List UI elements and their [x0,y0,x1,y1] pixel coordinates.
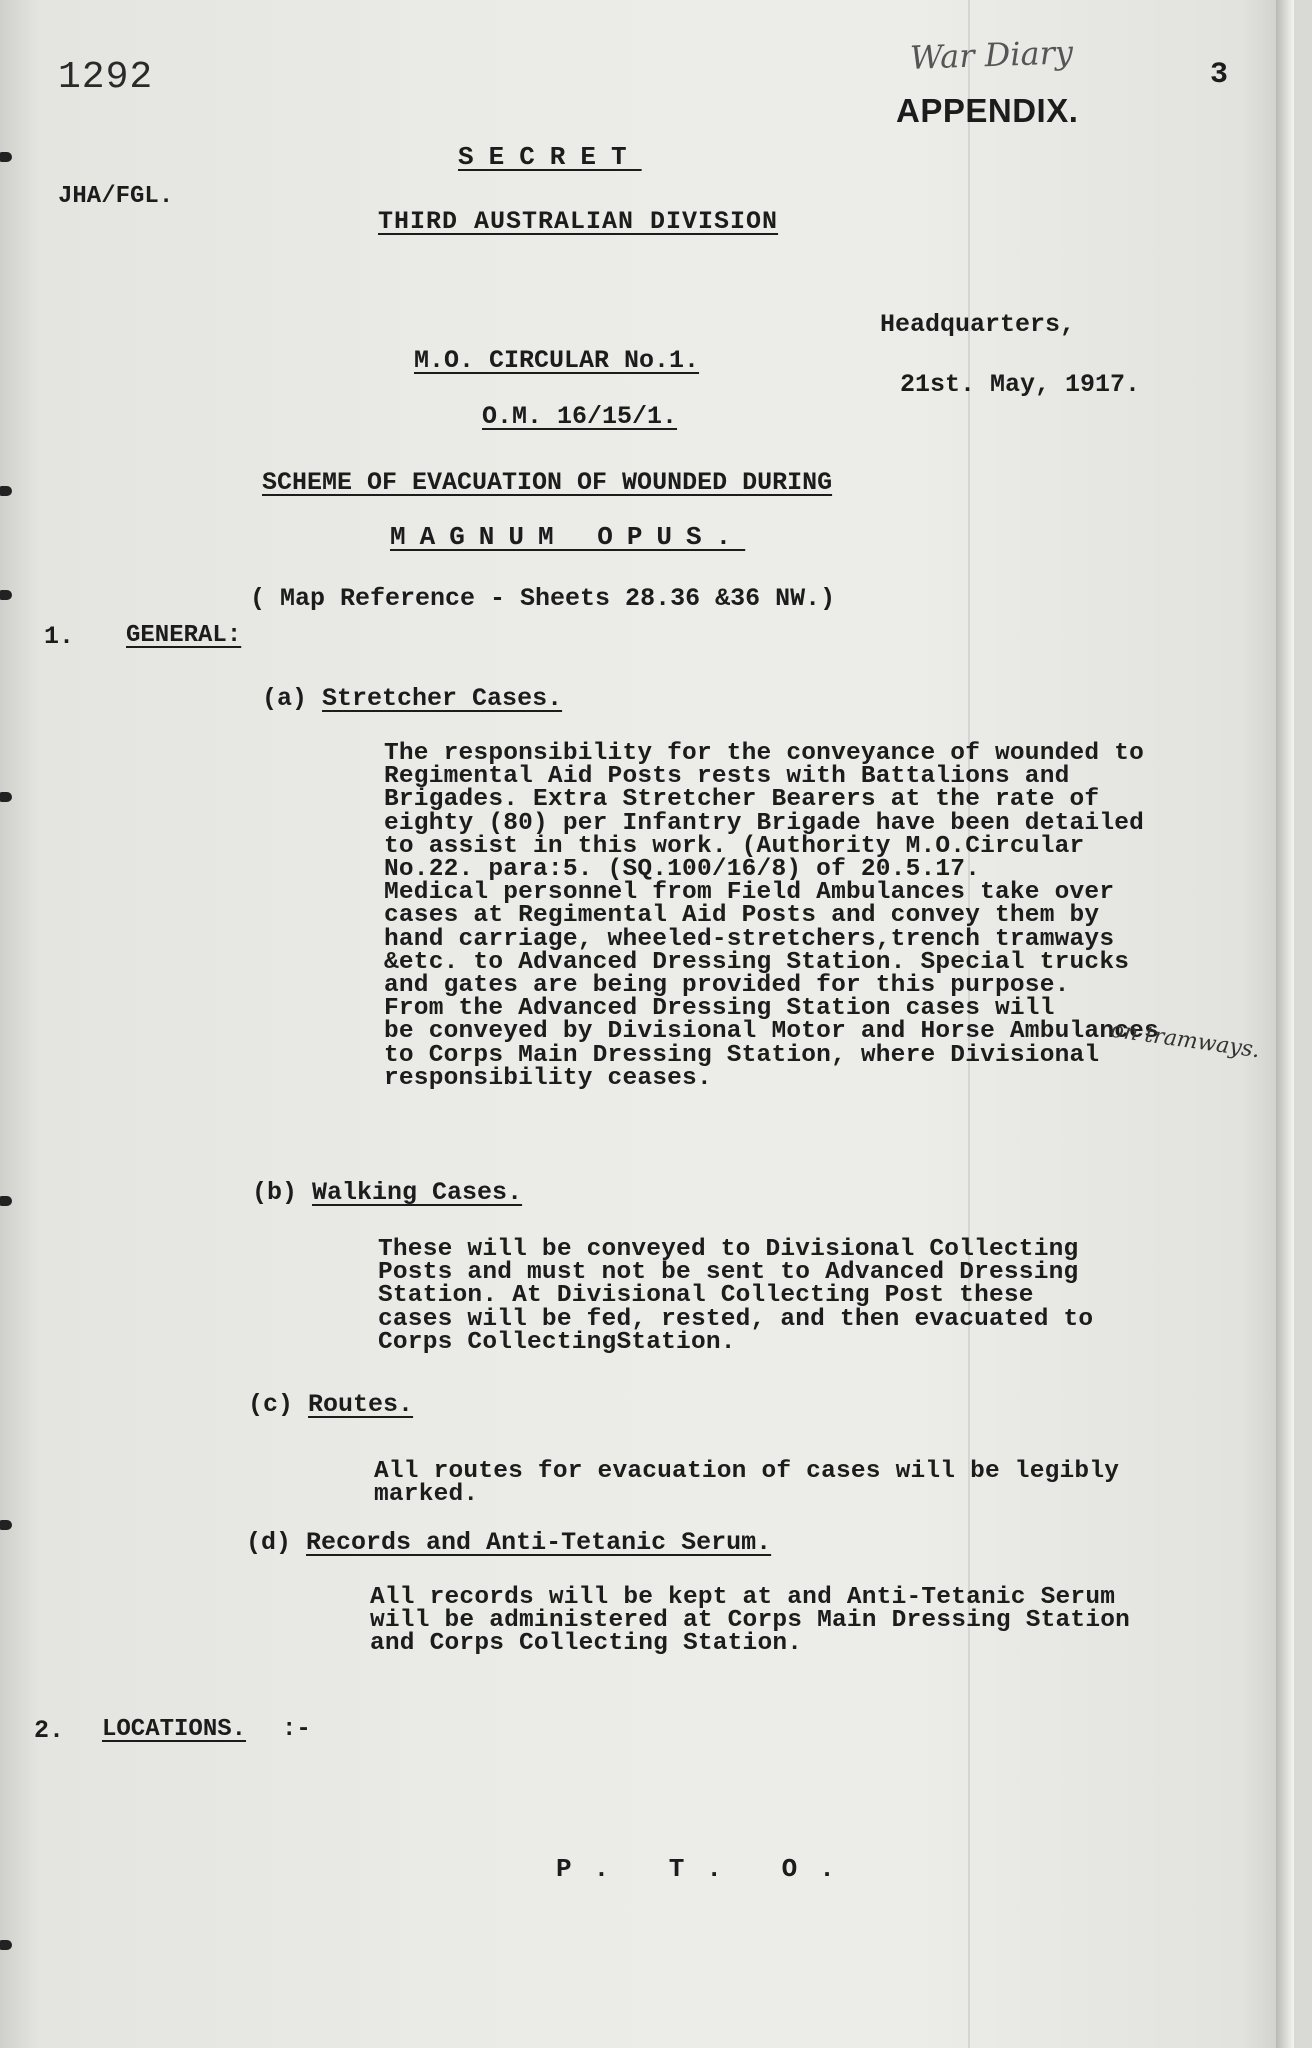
binding-hole-mark [0,1940,12,1950]
binding-hole-mark [0,590,12,600]
classification-heading: SECRET [458,142,642,172]
page-edge [1276,0,1294,2048]
text-line: eighty (80) per Infantry Brigade have been detailed [384,809,1145,837]
reference-code: JHA/FGL. [58,183,174,210]
text-line: Station. At Divisional Collecting Post these [378,1282,1034,1310]
text-line: hand carriage, wheeled-stretchers,trench tramways [384,925,1115,953]
subsection-title: Stretcher Cases. [322,684,563,713]
section-number: 2. [34,1716,65,1745]
paragraph-walking-cases [378,1238,1093,1354]
binding-hole-mark [0,792,12,802]
text-line: will be administered at Corps Main Dressing Station [370,1607,1131,1635]
text-line: cases will be fed, rested, and then evacuated to [378,1305,1094,1333]
text-line: These will be conveyed to Divisional Collecting [378,1236,1079,1263]
section-title-general: GENERAL: [126,622,242,649]
date-line: 21st. May, 1917. [900,370,1141,399]
subsection-marker: (d) [246,1528,292,1557]
paragraph-records [370,1586,1130,1656]
location-line: Headquarters, [880,310,1076,339]
text-line: to Corps Main Dressing Station, where Divisional [384,1041,1100,1069]
subsection-marker: (a) [262,684,308,713]
binding-hole-mark [0,486,12,496]
map-reference: ( Map Reference - Sheets 28.36 &36 NW.) [250,584,836,613]
text-line: No.22. para:5. (SQ.100/16/8) of 20.5.17. [384,856,981,884]
stamp-number: 1292 [58,56,154,99]
text-line: and gates are being provided for this purpose. [384,972,1070,1000]
text-line: to assist in this work. (Authority M.O.Circular [384,832,1085,860]
section-title-suffix: :- [282,1716,311,1743]
binding-hole-mark [0,1520,12,1530]
section-number: 1. [44,622,75,651]
text-line: Corps CollectingStation. [378,1328,736,1356]
binding-hole-mark [0,1196,12,1206]
subsection-title: Walking Cases. [312,1178,523,1207]
paragraph-stretcher-cases [384,742,1159,1090]
subsection-heading-routes [248,1390,413,1419]
subsection-heading-walking [252,1178,522,1207]
subsection-marker: (b) [252,1178,298,1207]
paragraph-routes [374,1458,1120,1509]
text-line: cases at Regimental Aid Posts and convey them by [384,902,1100,930]
text-line: All routes for evacuation of cases will be legibly [374,1458,1120,1485]
circular-title: M.O. CIRCULAR No.1. [414,346,700,375]
subsection-marker: (c) [248,1390,294,1419]
page-turn-note: P. T. O. [556,1854,857,1884]
text-line: Brigades. Extra Stretcher Bearers at the rate of [384,786,1100,814]
subsection-title: Records and Anti-Tetanic Serum. [306,1528,772,1557]
text-line: The responsibility for the conveyance of wounded to [384,740,1145,767]
text-line: Medical personnel from Field Ambulances take over [384,879,1115,907]
om-reference: O.M. 16/15/1. [482,402,678,431]
section-title-locations: LOCATIONS. [102,1716,247,1743]
subject-heading: SCHEME OF EVACUATION OF WOUNDED DURING [262,468,833,497]
division-heading: THIRD AUSTRALIAN DIVISION [378,207,779,236]
text-line: &etc. to Advanced Dressing Station. Special trucks [384,948,1130,976]
appendix-label: APPENDIX. [896,92,1079,129]
text-line: All records will be kept at and Anti-Tetanic Serum [370,1584,1116,1611]
operation-name: MAGNUM OPUS. [390,522,746,552]
handwritten-note: War Diary [909,33,1074,77]
subsection-heading-records [246,1528,771,1557]
text-line: Regimental Aid Posts rests with Battalions and [384,763,1070,791]
handwritten-margin-note: on tramways. [1108,1017,1262,1064]
binding-hole-mark [0,152,12,162]
text-line: be conveyed by Divisional Motor and Horse Ambulances [384,1018,1159,1046]
text-line: From the Advanced Dressing Station cases will [384,995,1055,1023]
page-number: 3 [1210,58,1229,92]
subsection-heading-stretcher [262,684,562,713]
text-line: marked. [374,1481,479,1509]
text-line: responsibility ceases. [384,1064,712,1092]
text-line: Posts and must not be sent to Advanced Dressing [378,1259,1079,1287]
text-line: and Corps Collecting Station. [370,1630,803,1658]
subsection-title: Routes. [308,1390,414,1419]
